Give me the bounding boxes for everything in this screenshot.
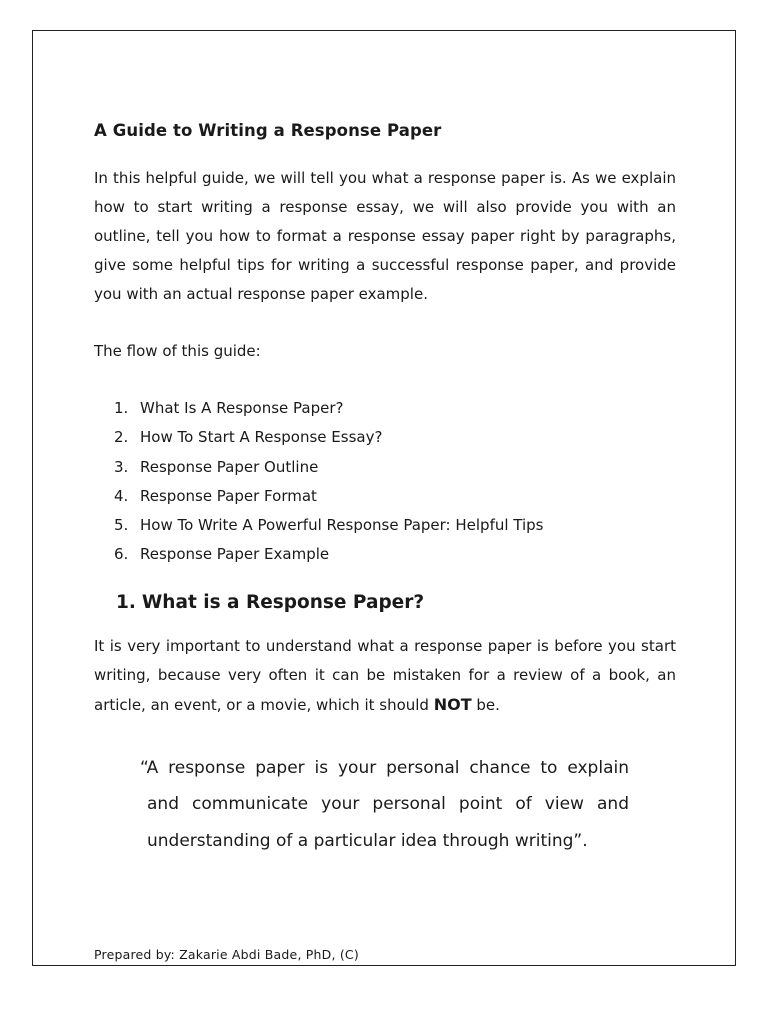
- toc-item: [114, 423, 676, 452]
- toc-item: [114, 453, 676, 482]
- section-paragraph: [94, 632, 676, 720]
- toc-item-label: How To Write A Powerful Response Paper: Helpful Tips: [140, 516, 544, 535]
- emphasis-text: NOT: [433, 694, 472, 714]
- toc-item-label: How To Start A Response Essay?: [140, 428, 383, 447]
- toc-item-label: Response Paper Format: [140, 486, 317, 505]
- toc-item: [114, 394, 676, 423]
- toc-item-number: 4.: [114, 486, 129, 505]
- footer-credit: Prepared by: Zakarie Abdi Bade, PhD, (C): [94, 947, 359, 962]
- toc-item: [114, 540, 676, 569]
- toc-item-label: Response Paper Outline: [140, 457, 319, 476]
- toc-item-number: 1.: [114, 399, 129, 417]
- toc-item: [114, 511, 676, 540]
- toc-item-number: 3.: [114, 457, 129, 476]
- toc-item-number: 6.: [114, 545, 129, 564]
- document-title: A Guide to Writing a Response Paper: [94, 121, 442, 140]
- toc-item-label: Response Paper Example: [140, 545, 330, 564]
- section-text-end: be.: [471, 695, 500, 714]
- toc-item-label: What Is A Response Paper?: [140, 399, 344, 417]
- toc-item-number: 2.: [114, 428, 129, 447]
- toc-item: [114, 482, 676, 511]
- definition-quote: “A response paper is your personal chance to explain and communicate your personal point of view and understanding of a particular idea through writing”.: [140, 757, 629, 851]
- table-of-contents: [94, 394, 676, 570]
- section-number: 1.: [116, 591, 136, 613]
- section-title: What is a Response Paper?: [141, 591, 425, 613]
- intro-paragraph: In this helpful guide, we will tell you what a response paper is. As we explain how to start writing a response essay, we will also provide you with an outline, tell you how to format a response essay paper right by paragraphs, give some helpful tips for writing a successful response paper, and provide you with an actual response paper example.: [94, 169, 676, 303]
- section-heading: [116, 590, 676, 616]
- flow-label: The flow of this guide:: [94, 342, 261, 360]
- document-body: [94, 120, 676, 859]
- toc-item-number: 5.: [114, 516, 129, 535]
- section-text: It is very important to understand what a response paper is before you start writing, because very often it can be mistaken for a review of a book, an article, an event, or a movie, which it should: [94, 636, 676, 714]
